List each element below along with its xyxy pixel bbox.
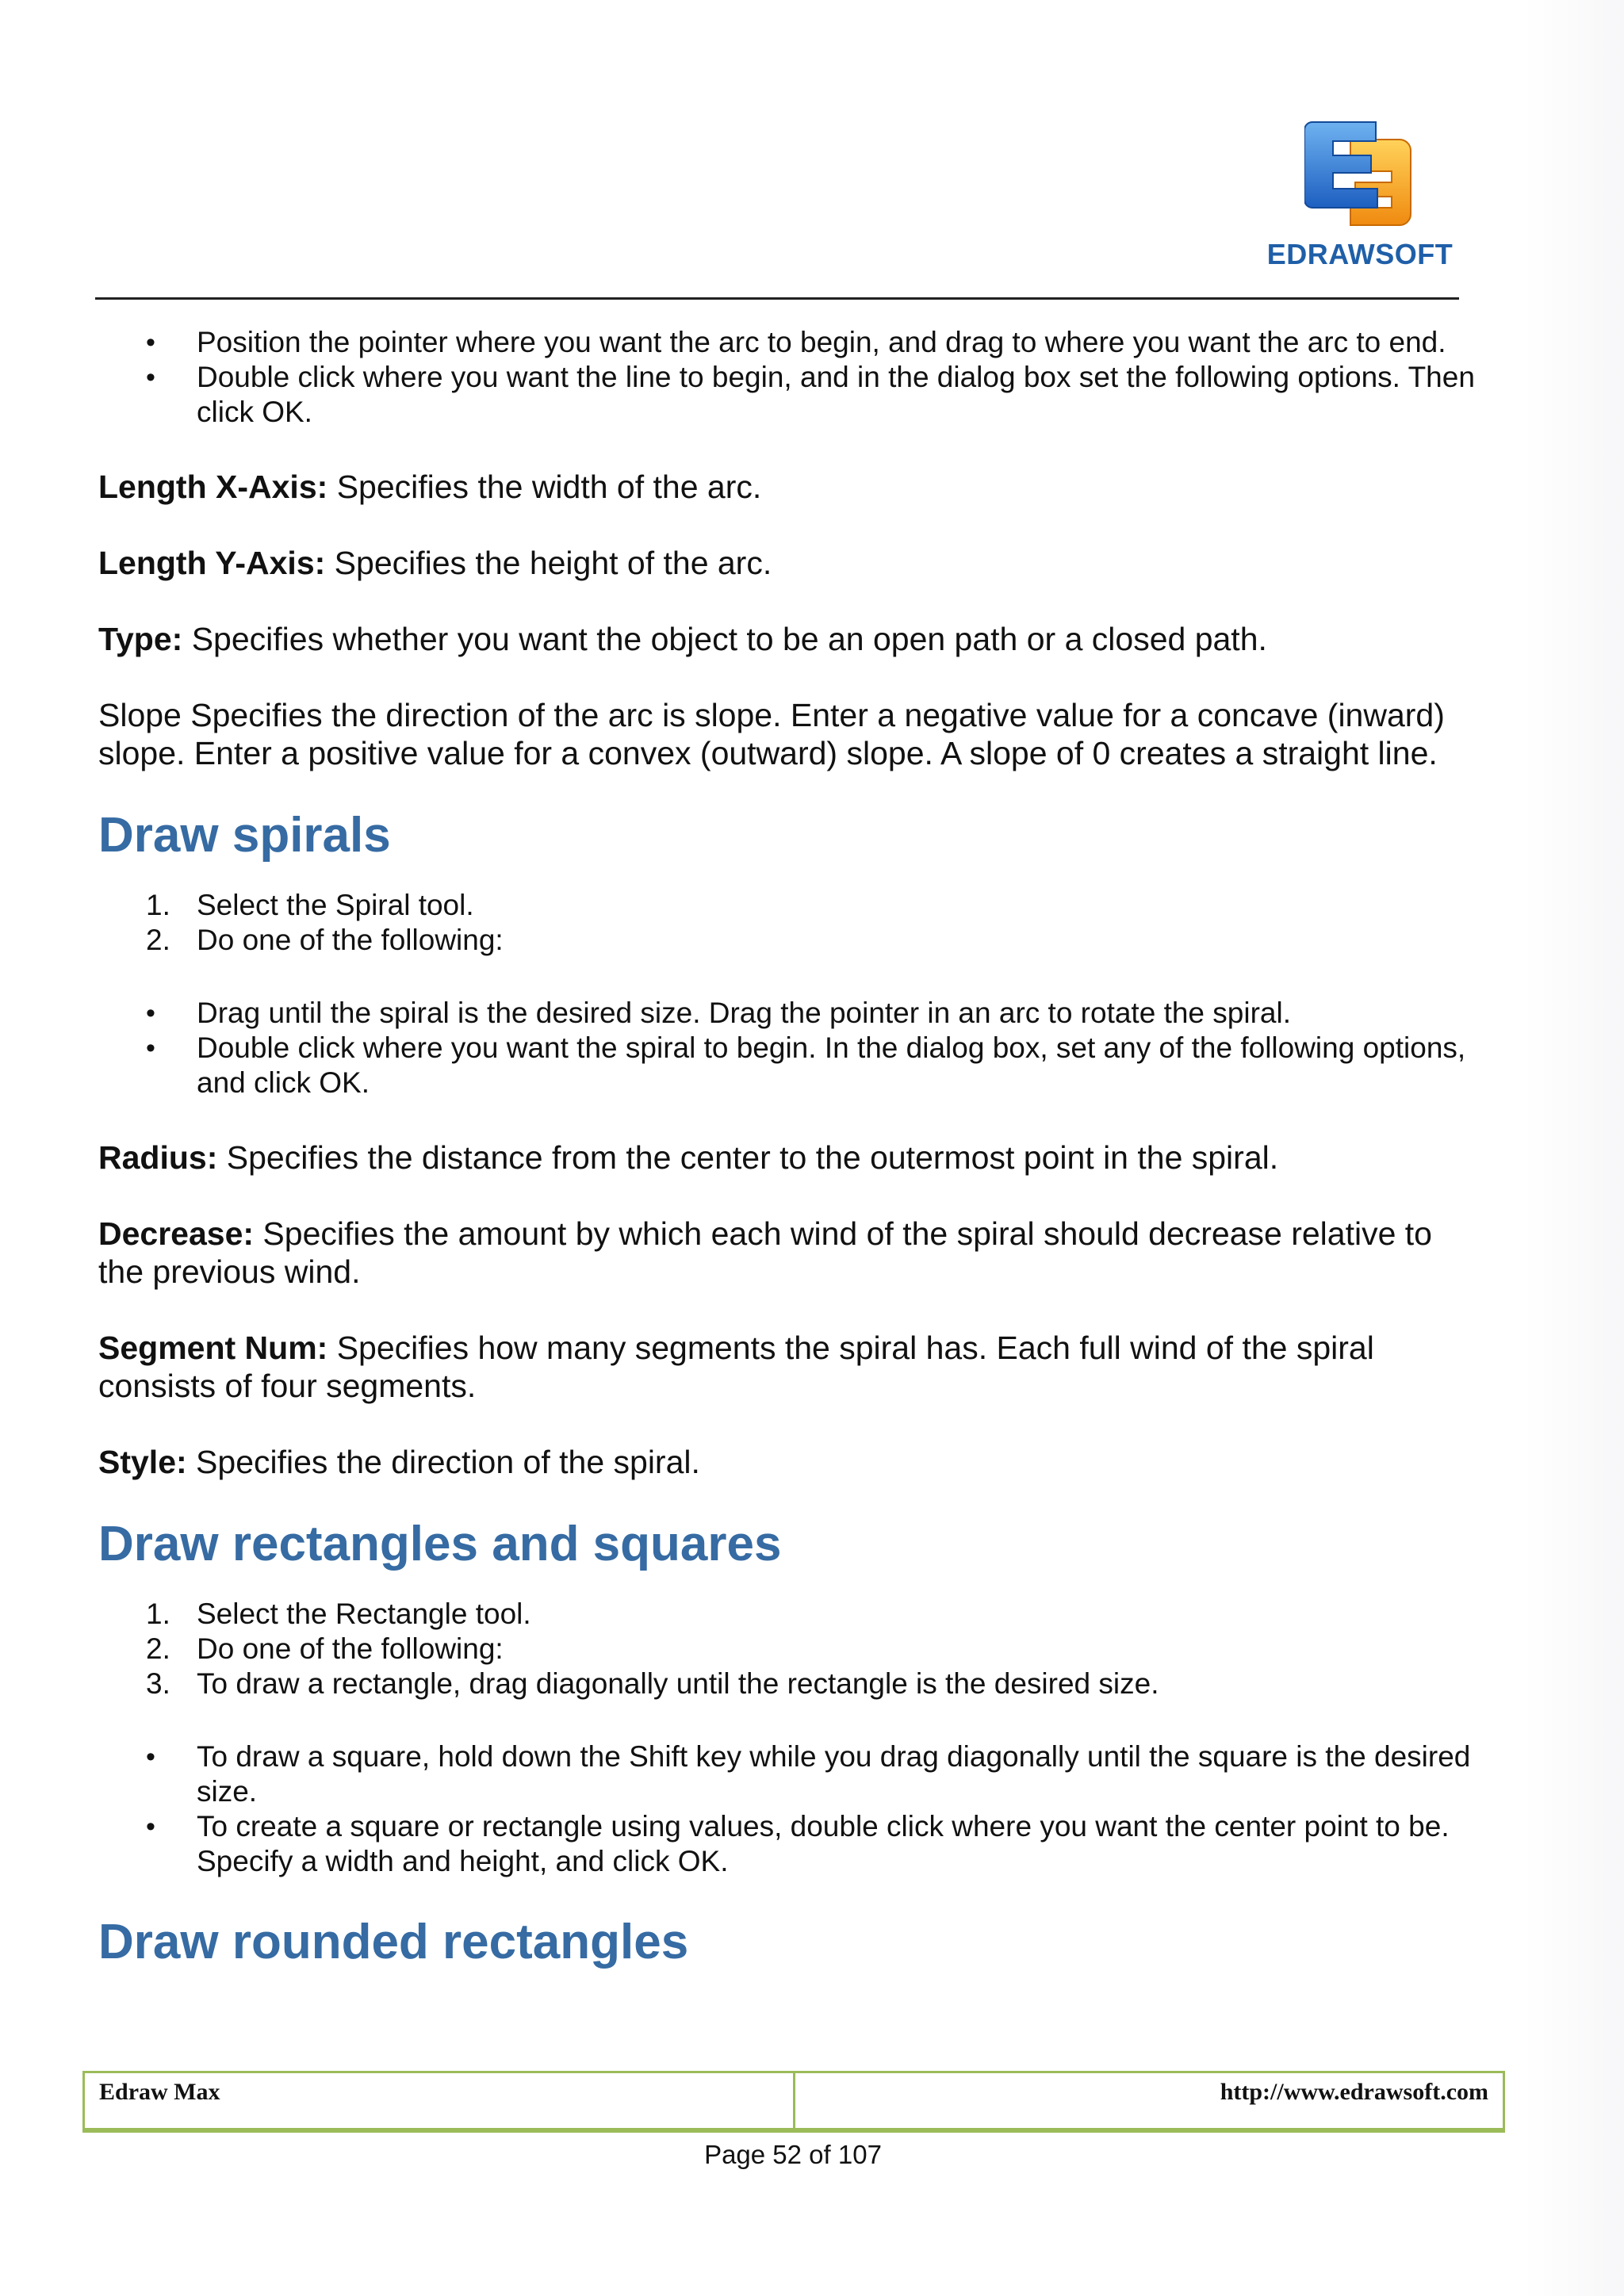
bullet-icon: • — [146, 1742, 155, 1772]
bullet-icon: • — [146, 1033, 155, 1063]
bullet-icon: • — [146, 998, 155, 1028]
footer-product-name: Edraw Max — [85, 2073, 795, 2128]
list-item: 2. Do one of the following: — [146, 924, 504, 956]
list-item: • Drag until the spiral is the desired size. Drag the pointer in an arc to rotate the spiral. — [146, 997, 1291, 1029]
list-item: • Double click where you want the spiral to begin. In the dialog box, set any of the following options, and click OK. — [146, 1031, 1466, 1099]
list-item: • To create a square or rectangle using values, double click where you want the center point to be. Specify a width and height, and click OK. — [146, 1810, 1450, 1877]
list-item: 3. To draw a rectangle, drag diagonally until the rectangle is the desired size. — [146, 1667, 1159, 1700]
rectangle-bullet-list — [98, 1739, 1510, 1879]
header-divider — [95, 297, 1459, 300]
spiral-steps — [98, 888, 1510, 958]
heading-draw-rectangles: Draw rectangles and squares — [98, 1517, 782, 1571]
page-edge-shade — [1522, 0, 1624, 2296]
slope-paragraph: Slope Specifies the direction of the arc is slope. Enter a negative value for a concave (inward) slope. Enter a positive value for a convex (outward) slope. A slope of 0 creates a straight line. — [98, 697, 1445, 771]
list-item: • Position the pointer where you want the arc to begin, and drag to where you want the arc to end. — [146, 326, 1446, 358]
spiral-bullet-list — [98, 996, 1510, 1100]
page-number: Page 52 of 107 — [704, 2140, 882, 2169]
list-item: 1. Select the Rectangle tool. — [146, 1598, 531, 1630]
document-body — [98, 325, 1510, 1971]
bullet-icon: • — [146, 327, 155, 358]
footer-website-link[interactable]: http://www.edrawsoft.com — [1220, 2079, 1488, 2105]
option-decrease: Decrease: Specifies the amount by which each wind of the spiral should decrease relative to the previous wind. — [98, 1215, 1432, 1290]
option-segment-num: Segment Num: Specifies how many segments the spiral has. Each full wind of the spiral consists of four segments. — [98, 1330, 1374, 1404]
logo-wordmark: EDRAWSOFT — [1266, 238, 1454, 270]
rectangle-steps — [98, 1597, 1510, 1701]
list-item: 2. Do one of the following: — [146, 1632, 504, 1665]
list-item: • Double click where you want the line to begin, and in the dialog box set the following options. Then click OK. — [146, 361, 1475, 428]
list-item: 1. Select the Spiral tool. — [146, 889, 474, 921]
option-length-x: Length X-Axis: Specifies the width of the arc. — [98, 469, 762, 505]
footer-table — [82, 2071, 1505, 2133]
option-length-y: Length Y-Axis: Specifies the height of the arc. — [98, 545, 772, 581]
heading-draw-spirals: Draw spirals — [98, 808, 391, 863]
option-type: Type: Specifies whether you want the object to be an open path or a closed path. — [98, 621, 1267, 657]
option-style: Style: Specifies the direction of the spiral. — [98, 1444, 700, 1480]
option-radius: Radius: Specifies the distance from the center to the outermost point in the spiral. — [98, 1139, 1279, 1176]
bullet-icon: • — [146, 362, 155, 392]
list-item: • To draw a square, hold down the Shift key while you drag diagonally until the square is the desired size. — [146, 1740, 1471, 1808]
heading-draw-rounded-rectangles: Draw rounded rectangles — [98, 1915, 689, 1969]
bullet-icon: • — [146, 1812, 155, 1842]
edrawsoft-logo-icon — [1304, 117, 1415, 232]
arc-bullet-list — [98, 325, 1510, 430]
edrawsoft-logo — [1265, 117, 1455, 276]
